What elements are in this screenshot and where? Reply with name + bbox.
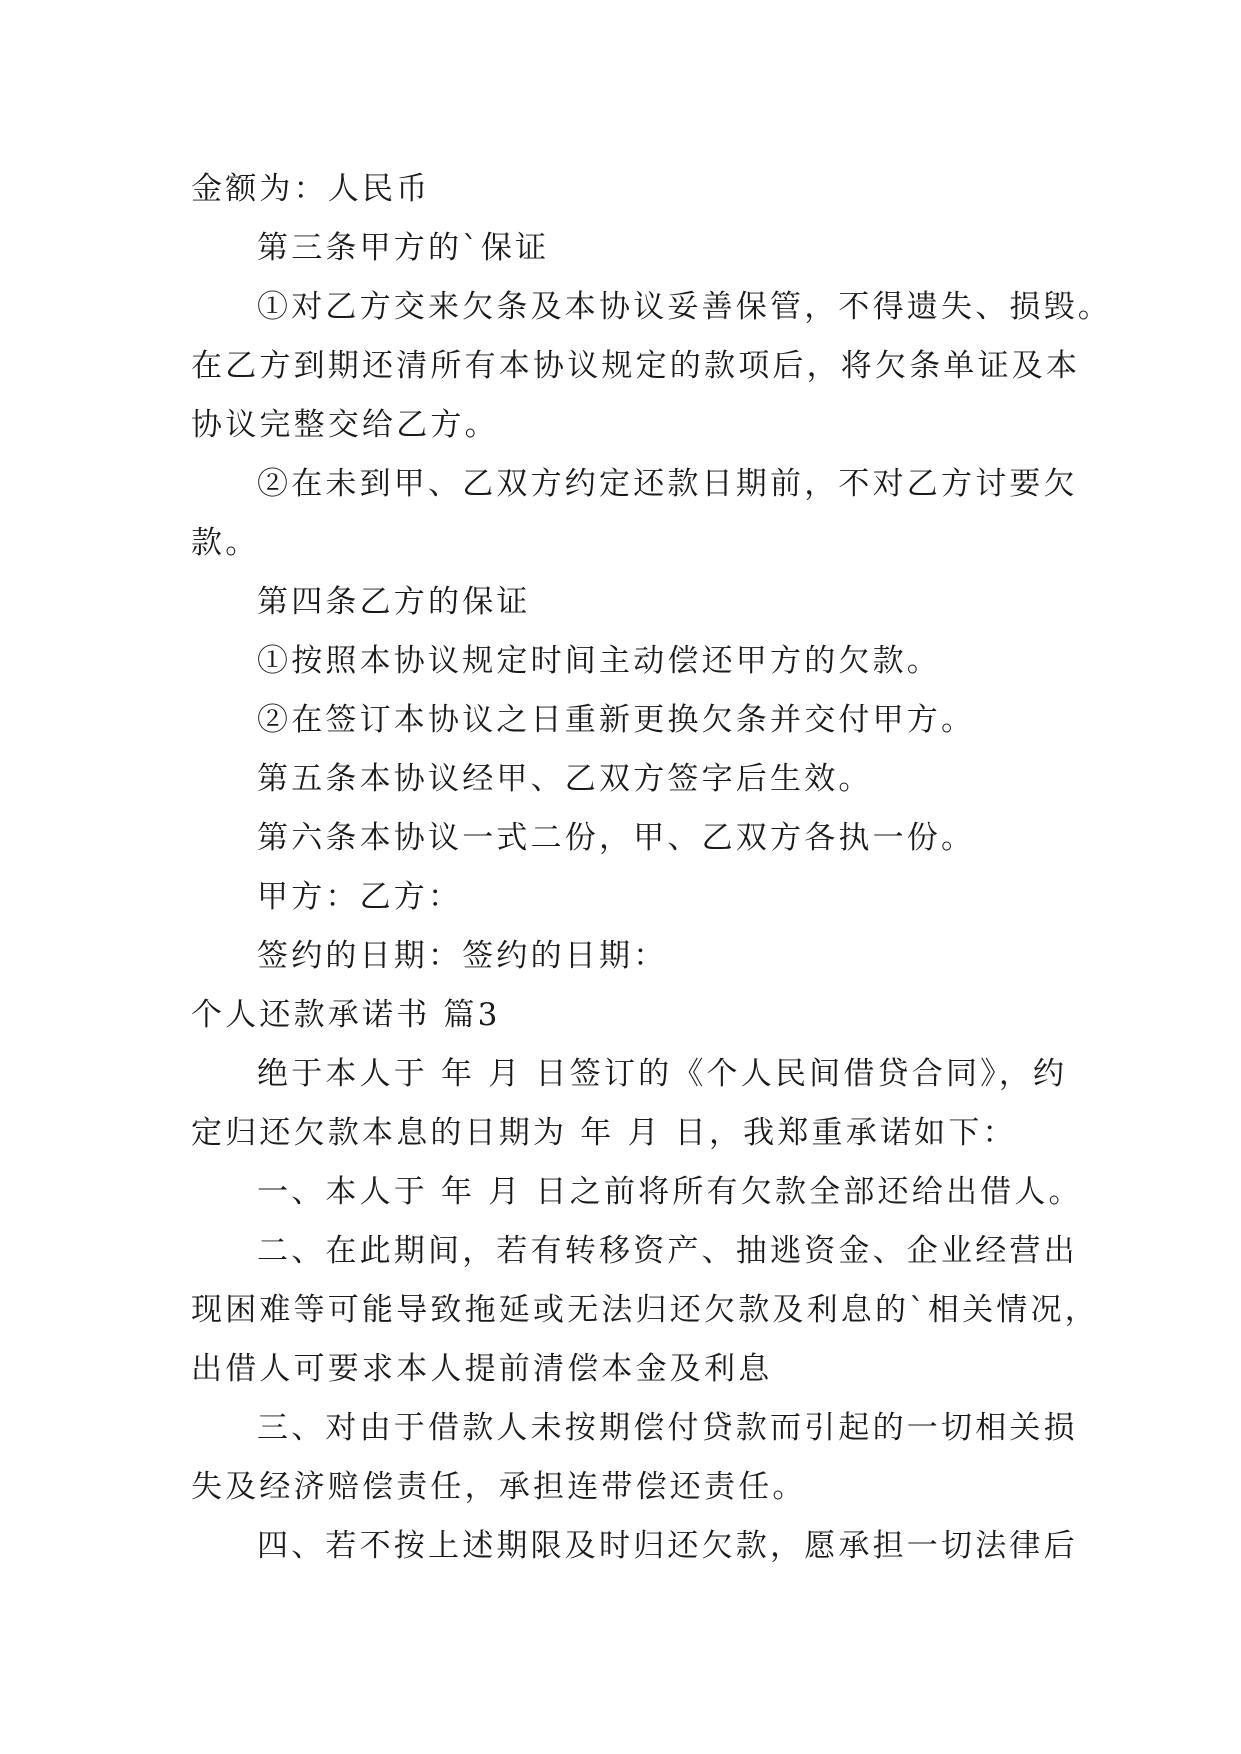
text-line: 定归还欠款本息的日期为 年 月 日，我郑重承诺如下： xyxy=(191,1115,1017,1151)
text-line: 四、若不按上述期限及时归还欠款，愿承担一切法律后 xyxy=(257,1528,1078,1564)
text-line: ①按照本协议规定时间主动偿还甲方的欠款。 xyxy=(257,643,941,679)
text-line: ②在签订本协议之日重新更换欠条并交付甲方。 xyxy=(257,702,976,738)
text-line: 协议完整交给乙方。 xyxy=(191,407,499,443)
text-line: 一、本人于 年 月 日之前将所有欠款全部还给出借人。 xyxy=(257,1174,1083,1210)
article-heading: 第三条甲方的`保证 xyxy=(257,230,550,266)
signature-dates: 签约的日期：签约的日期： xyxy=(257,938,668,974)
signature-parties: 甲方：乙方： xyxy=(257,879,463,915)
text-line: ②在未到甲、乙双方约定还款日期前，不对乙方讨要欠 xyxy=(257,466,1078,502)
text-line: 二、在此期间，若有转移资产、抽逃资金、企业经营出 xyxy=(257,1233,1078,1269)
text-line: 现困难等可能导致拖延或无法归还欠款及利息的`相关情况， xyxy=(191,1292,1099,1328)
text-line: ①对乙方交来欠条及本协议妥善保管，不得遗失、损毁。 xyxy=(257,289,1112,325)
text-line: 三、对由于借款人未按期偿付贷款而引起的一切相关损 xyxy=(257,1410,1078,1446)
section-title: 个人还款承诺书 篇3 xyxy=(191,997,501,1033)
text-line: 款。 xyxy=(191,525,260,561)
article-heading: 第四条乙方的保证 xyxy=(257,584,531,620)
text-line: 出借人可要求本人提前清偿本金及利息 xyxy=(191,1351,773,1387)
text-line: 在乙方到期还清所有本协议规定的款项后，将欠条单证及本 xyxy=(191,348,1081,384)
article-heading: 第六条本协议一式二份，甲、乙双方各执一份。 xyxy=(257,820,976,856)
text-line: 失及经济赔偿责任，承担连带偿还责任。 xyxy=(191,1469,807,1505)
document-body xyxy=(191,160,1112,1576)
article-heading: 第五条本协议经甲、乙双方签字后生效。 xyxy=(257,761,873,797)
text-line: 绝于本人于 年 月 日签订的《个人民间借贷合同》，约 xyxy=(257,1056,1068,1092)
text-line: 金额为：人民币 xyxy=(191,171,431,207)
